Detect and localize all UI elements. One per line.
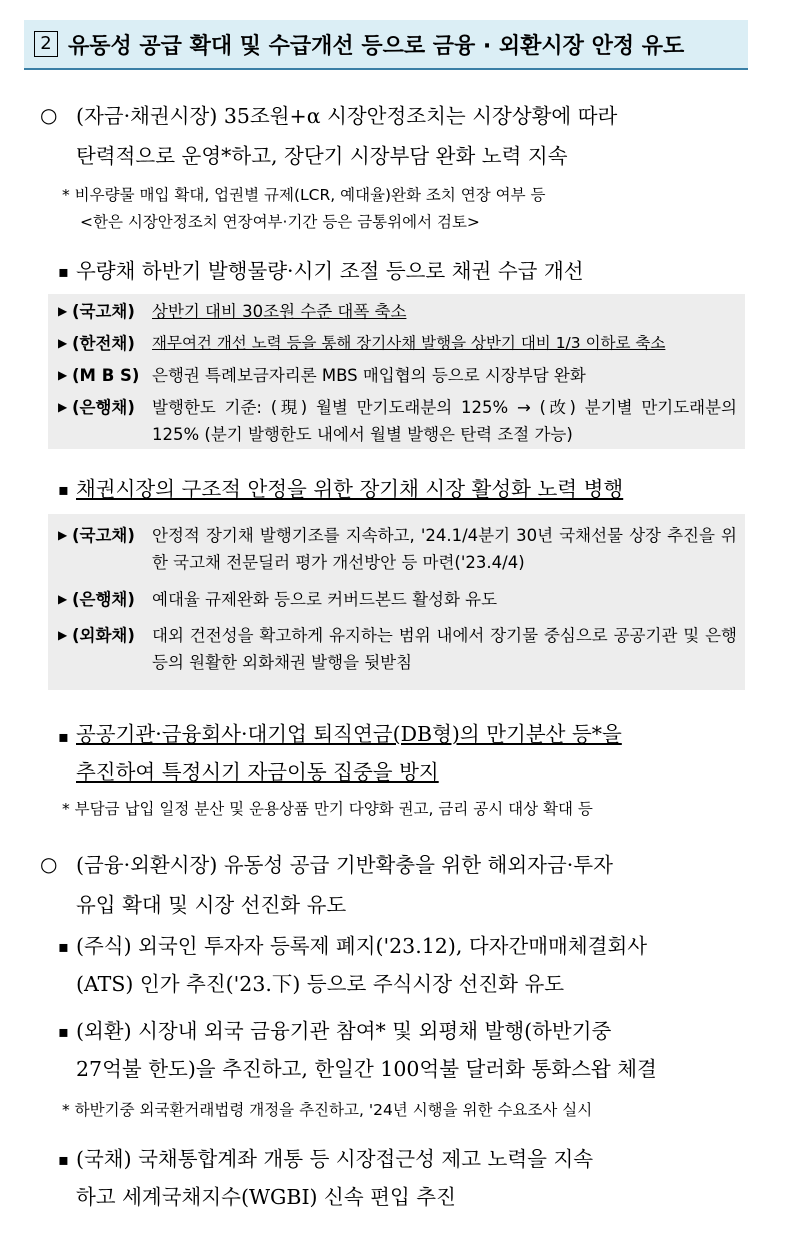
s1-note1: * 비우량물 매입 확대, 업권별 규제(LCR, 예대율)완화 조치 연장 여부 등 bbox=[62, 186, 546, 204]
s1-paragraph bbox=[76, 96, 749, 176]
s2-line1: (금융·외환시장) 유동성 공급 기반확충을 위한 해외자금·투자 bbox=[76, 853, 613, 877]
sub3-line1: 공공기관·금융회사·대기업 퇴직연금(DB형)의 만기분산 등*을 bbox=[76, 722, 622, 746]
sub3-line2: 추진하여 특정시기 자금이동 집중을 방지 bbox=[76, 760, 439, 784]
row-label: (국고채) bbox=[72, 526, 135, 545]
row-text: 안정적 장기채 발행기조를 지속하고, '24.1/4분기 30년 국채선물 상장 추진을 위한 국고채 전문딜러 평가 개선방안 등 마련('23.4/4) bbox=[152, 526, 737, 572]
sub5-line1: (외환) 시장내 외국 금융기관 참여* 및 외평채 발행(하반기중 bbox=[76, 1019, 612, 1043]
bullet-square: ▪ bbox=[58, 1150, 69, 1169]
row-text: 상반기 대비 30조원 수준 대폭 축소 bbox=[152, 302, 407, 321]
sub5-line2: 27억불 한도)을 추진하고, 한일간 100억불 달러화 통화스왑 체결 bbox=[76, 1057, 657, 1081]
sub5-paragraph bbox=[76, 1012, 749, 1088]
row-label: (M B S) bbox=[72, 366, 140, 385]
sub4-paragraph bbox=[76, 927, 749, 1003]
triangle-icon: ▶ bbox=[58, 592, 68, 606]
row-text: 발행한도 기준: (現) 월별 만기도래분의 125% → (改) 분기별 만기도래분의 125% (분기 발행한도 내에서 월별 발행은 탄력 조절 가능) bbox=[152, 398, 737, 444]
triangle-icon: ▶ bbox=[58, 528, 68, 542]
row-text: 예대율 규제완화 등으로 커버드본드 활성화 유도 bbox=[152, 590, 498, 609]
bullet-circle: ○ bbox=[40, 103, 58, 127]
sub5-note: * 하반기중 외국환거래법령 개정을 추진하고, '24년 시행을 위한 수요조사 실시 bbox=[62, 1101, 593, 1119]
s2-line2: 유입 확대 및 시장 선진화 유도 bbox=[76, 893, 347, 917]
row-label: (국고채) bbox=[72, 302, 135, 321]
sub2-detail-box bbox=[48, 514, 745, 690]
sub6-line1: (국채) 국채통합계좌 개통 등 시장접근성 제고 노력을 지속 bbox=[76, 1147, 594, 1171]
bullet-square: ▪ bbox=[58, 480, 69, 499]
bullet-circle: ○ bbox=[40, 852, 58, 876]
sub1-detail-box bbox=[48, 294, 745, 449]
sub3-note: * 부담금 납입 일정 분산 및 운용상품 만기 다양화 권고, 금리 공시 대상 확대 등 bbox=[62, 800, 593, 818]
sub4-line1: (주식) 외국인 투자자 등록제 폐지('23.12), 다자간매매체결회사 bbox=[76, 934, 648, 958]
sub3-paragraph bbox=[76, 715, 749, 791]
triangle-icon: ▶ bbox=[58, 336, 68, 350]
bullet-square: ▪ bbox=[58, 262, 69, 281]
s1-note2: <한은 시장안정조치 연장여부·기간 등은 금통위에서 검토> bbox=[80, 213, 480, 231]
triangle-icon: ▶ bbox=[58, 304, 68, 318]
row-text: 대외 건전성을 확고하게 유지하는 범위 내에서 장기물 중심으로 공공기관 및 은행 등의 원활한 외화채권 발행을 뒷받침 bbox=[152, 626, 737, 672]
row-label: (은행채) bbox=[72, 590, 135, 609]
triangle-icon: ▶ bbox=[58, 628, 68, 642]
sub6-paragraph bbox=[76, 1140, 749, 1216]
section-title-text: 유동성 공급 확대 및 수급개선 등으로 금융 · 외환시장 안정 유도 bbox=[68, 33, 685, 59]
s1-line1: (자금·채권시장) 35조원+α 시장안정조치는 시장상황에 따라 bbox=[76, 104, 618, 128]
bullet-square: ▪ bbox=[58, 727, 69, 746]
row-text: 재무여건 개선 노력 등을 통해 장기사채 발행을 상반기 대비 1/3 이하로 축소 bbox=[152, 334, 666, 352]
sub1-text: 우량채 하반기 발행물량·시기 조절 등으로 채권 수급 개선 bbox=[76, 259, 584, 283]
row-label: (은행채) bbox=[72, 398, 135, 417]
section-number: 2 bbox=[34, 31, 58, 57]
sub4-line2: (ATS) 인가 추진('23.下) 등으로 주식시장 선진화 유도 bbox=[76, 972, 565, 996]
bullet-square: ▪ bbox=[58, 937, 69, 956]
sub2-text: 채권시장의 구조적 안정을 위한 장기채 시장 활성화 노력 병행 bbox=[76, 477, 624, 501]
triangle-icon: ▶ bbox=[58, 400, 68, 414]
sub6-line2: 하고 세계국채지수(WGBI) 신속 편입 추진 bbox=[76, 1185, 456, 1209]
row-label: (외화채) bbox=[72, 626, 135, 645]
s1-line2: 탄력적으로 운영*하고, 장단기 시장부담 완화 노력 지속 bbox=[76, 144, 568, 168]
s2-paragraph bbox=[76, 845, 749, 925]
row-text: 은행권 특례보금자리론 MBS 매입협의 등으로 시장부담 완화 bbox=[152, 366, 586, 385]
s1-note bbox=[62, 182, 749, 236]
section-title bbox=[24, 20, 748, 70]
triangle-icon: ▶ bbox=[58, 368, 68, 382]
row-label: (한전채) bbox=[72, 334, 135, 353]
bullet-square: ▪ bbox=[58, 1022, 69, 1041]
